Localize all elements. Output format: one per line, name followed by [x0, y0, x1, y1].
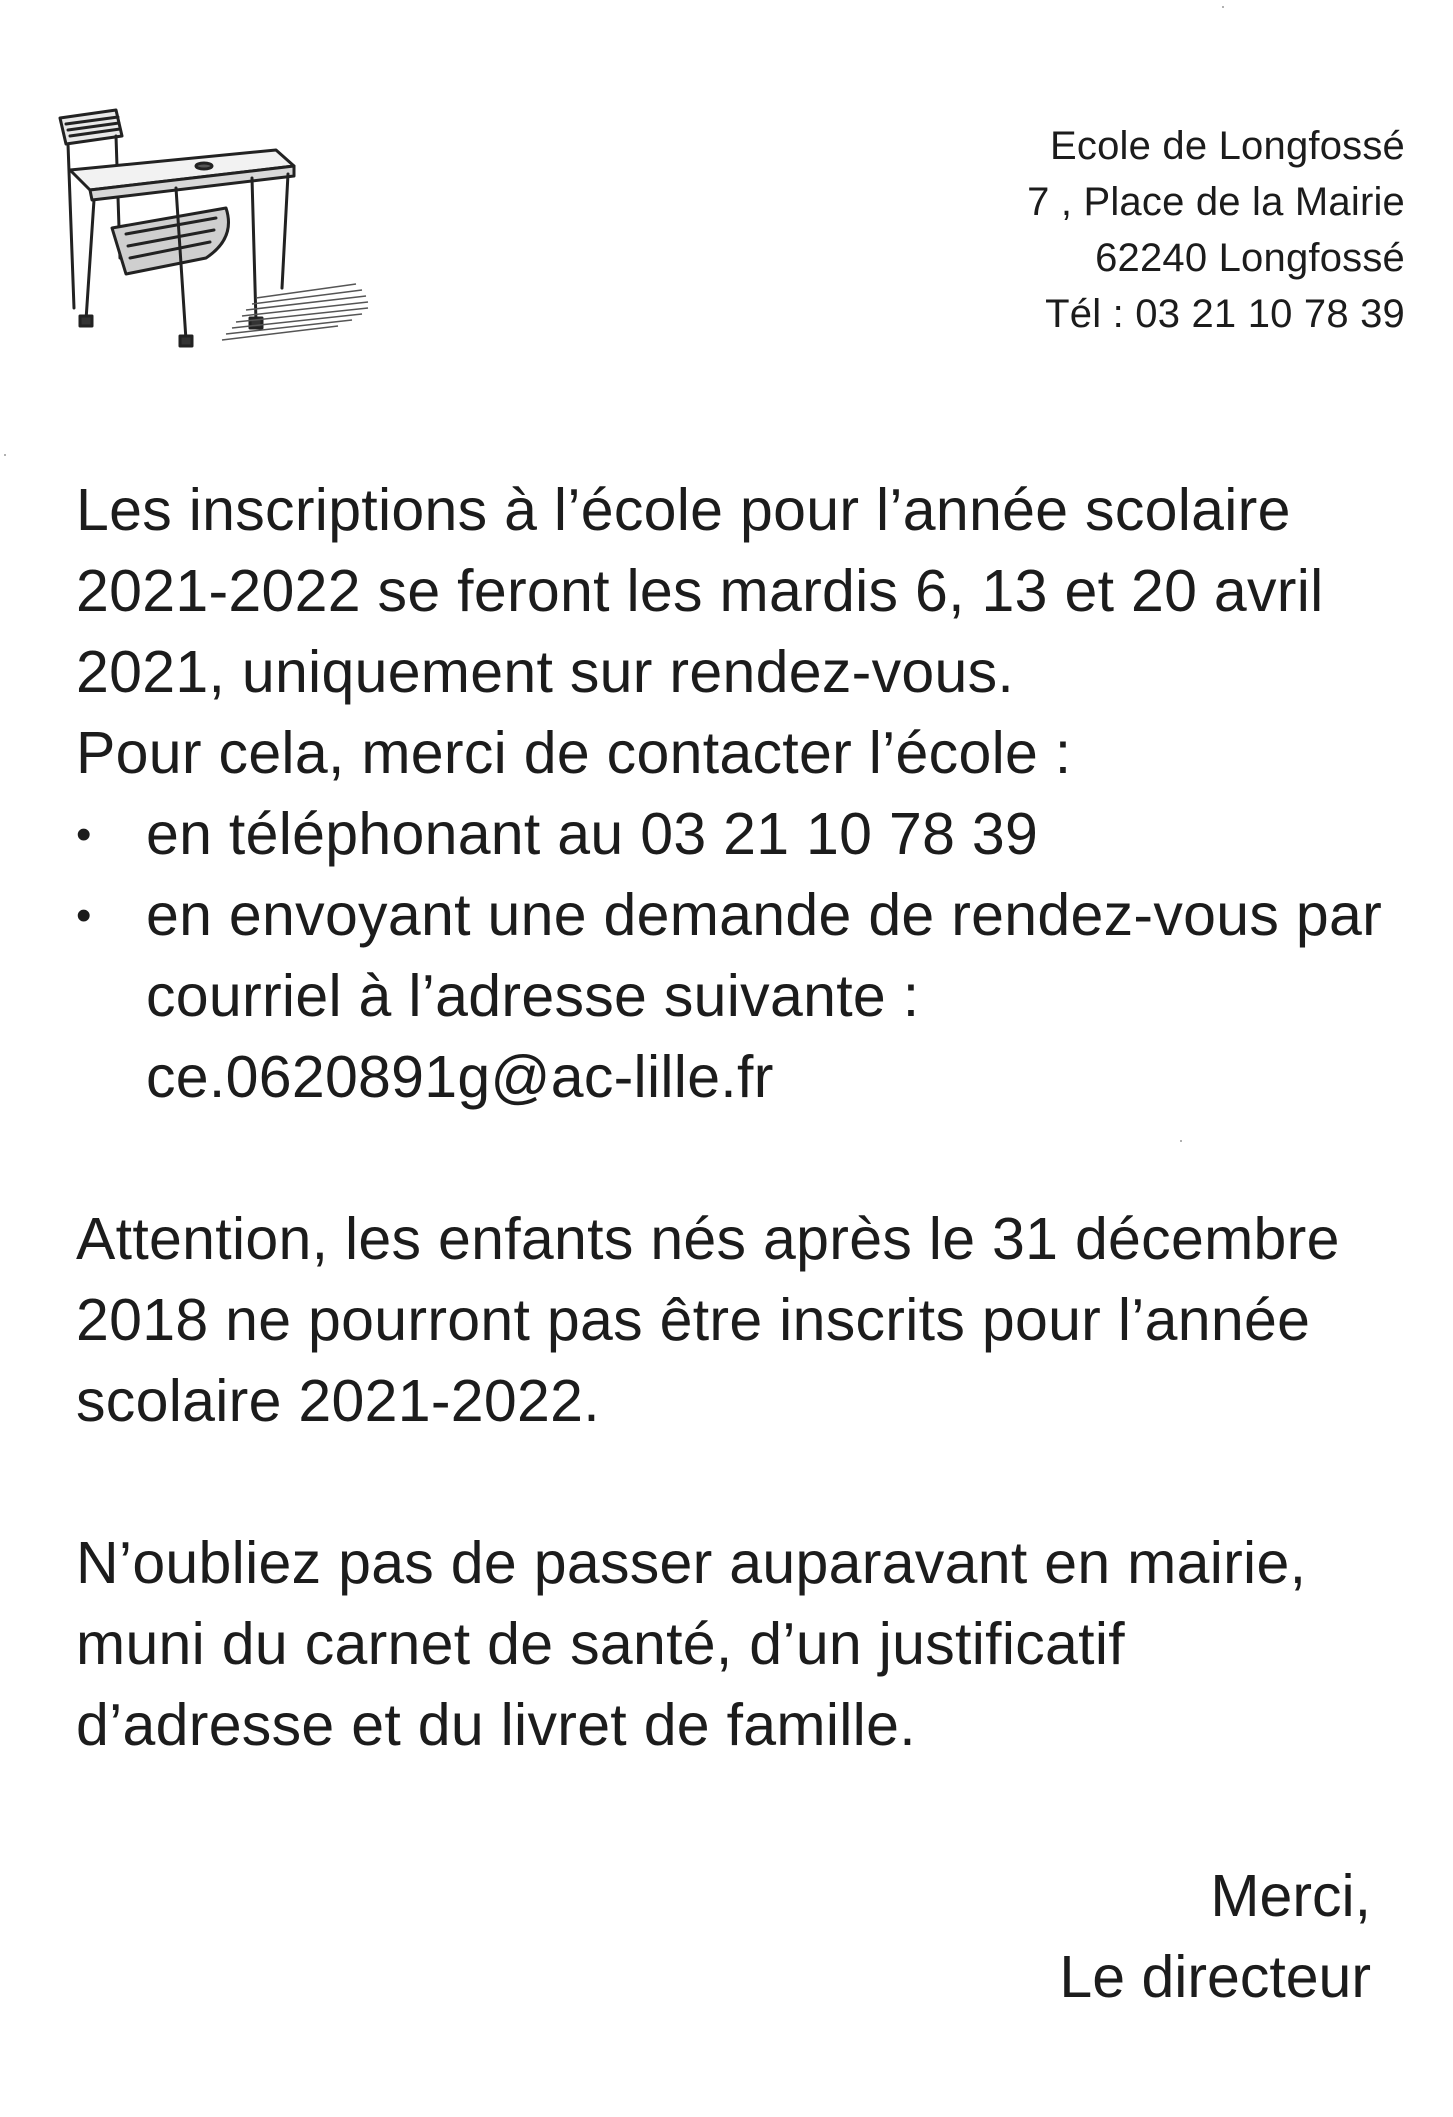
thanks-text: Merci,: [1210, 1863, 1371, 1929]
signature: [1059, 1856, 1371, 2018]
school-phone: Tél : 03 21 10 78 39: [1045, 292, 1405, 336]
bullet: •: [76, 891, 92, 940]
list-item: [76, 875, 1396, 1118]
school-name: Ecole de Longfossé: [1050, 124, 1405, 168]
scan-speck: [4, 454, 6, 456]
registration-intro: Les inscriptions à l’école pour l’année scolaire 2021-2022 se feront les mardis 6, 13 et 20 avril 2021, uniquement sur rendez-vous.: [76, 477, 1324, 705]
contact-methods-list: [76, 794, 1396, 1118]
notice-body: [76, 470, 1396, 1766]
list-item: [76, 794, 1396, 875]
bullet: •: [76, 810, 92, 859]
scan-speck: [1222, 6, 1224, 8]
school-street: 7 , Place de la Mairie: [1027, 180, 1405, 224]
school-address: [845, 118, 1405, 342]
signer-title: Le directeur: [1059, 1944, 1371, 2010]
spacer: [76, 1118, 1396, 1199]
contact-method-phone: en téléphonant au 03 21 10 78 39: [146, 801, 1039, 867]
school-desk-icon: [56, 108, 376, 348]
contact-method-email: en envoyant une demande de rendez-vous par courriel à l’adresse suivante : ce.0620891g@ac-lille.fr: [146, 882, 1383, 1110]
town-hall-reminder: N’oubliez pas de passer auparavant en mairie, muni du carnet de santé, d’un justificatif d’adresse et du livret de famille.: [76, 1530, 1307, 1758]
age-warning: Attention, les enfants nés après le 31 décembre 2018 ne pourront pas être inscrits pour l’année scolaire 2021-2022.: [76, 1206, 1340, 1434]
contact-intro: Pour cela, merci de contacter l’école :: [76, 720, 1072, 786]
spacer: [76, 1442, 1396, 1523]
scan-speck: [1180, 1140, 1182, 1142]
school-city: 62240 Longfossé: [1095, 236, 1405, 280]
